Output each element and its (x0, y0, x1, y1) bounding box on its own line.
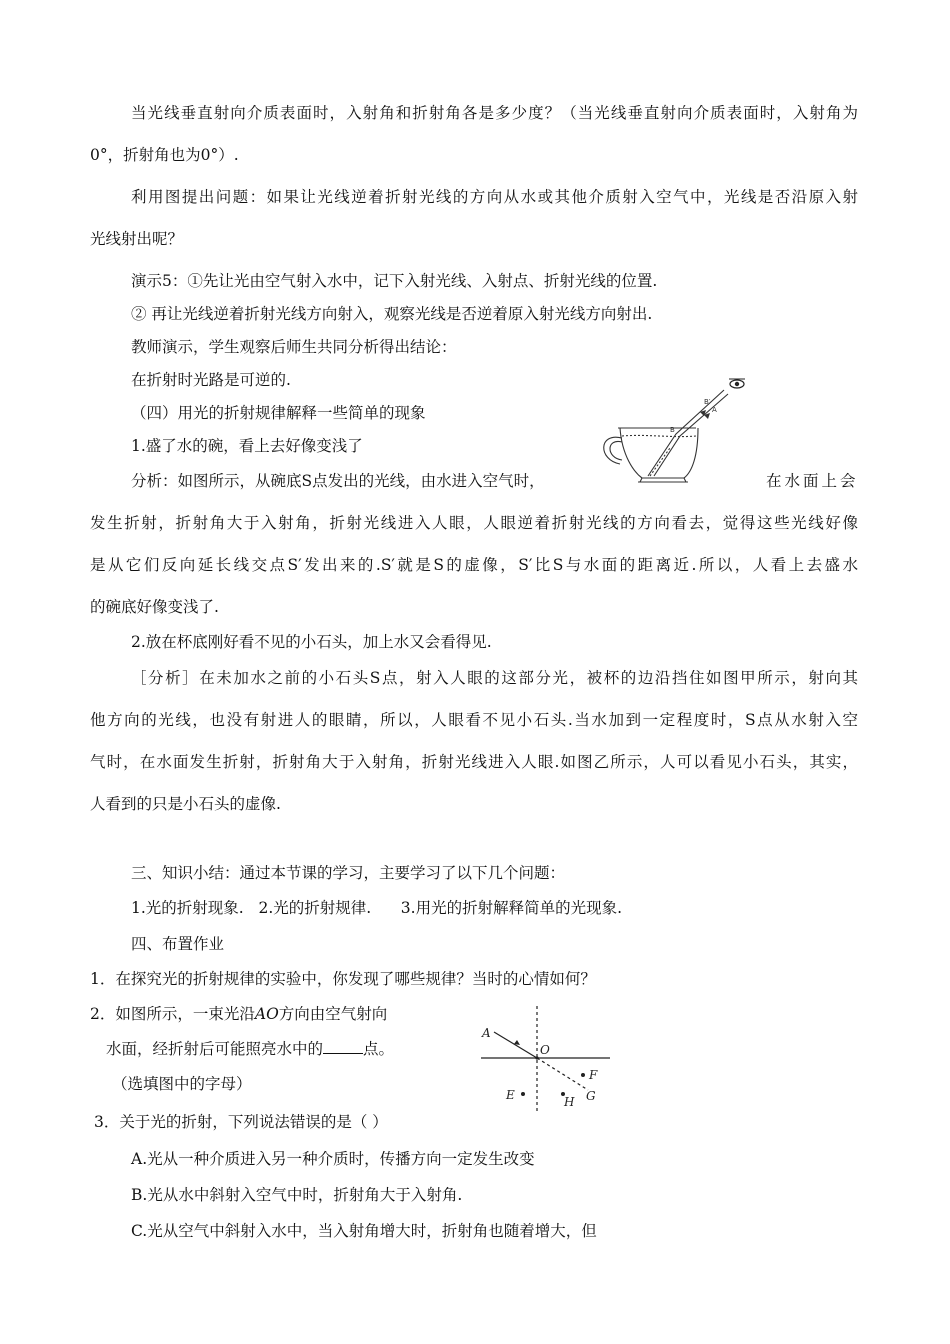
label-a: A (482, 1026, 491, 1040)
summary-list: 1.光的折射现象. 2.光的折射规律. 3.用光的折射解释简单的光现象. (131, 899, 622, 917)
text-span: 点。 (363, 1040, 395, 1058)
section-heading: 三、知识小结：通过本节课的学习，主要学习了以下几个问题： (131, 864, 566, 882)
section-heading: 四、布置作业 (131, 935, 225, 953)
section-heading: （四）用光的折射规律解释一些简单的现象 (131, 404, 426, 422)
demo-step-1: 演示5：①先让光由空气射入水中，记下入射光线、入射点、折射光线的位置. (131, 272, 658, 290)
label-h: H (564, 1095, 575, 1109)
question-2-line-2 (106, 1039, 394, 1059)
svg-text:A: A (712, 406, 717, 414)
question-1: 1．在探究光的折射规律的实验中，你发现了哪些规律？当时的心情如何？ (90, 970, 596, 988)
paragraph-line: 的碗底好像变浅了. (90, 598, 219, 616)
question-2-hint: （选填图中的字母） (112, 1075, 252, 1093)
text-span: 方向由空气射向 (278, 1005, 388, 1023)
bowl-refraction-figure (592, 376, 757, 488)
answer-blank[interactable] (323, 1039, 363, 1054)
text-span: 水面，经折射后可能照亮水中的 (106, 1040, 324, 1058)
paragraph-line: 他方向的光线，也没有射进人的眼睛，所以，人眼看不见小石头.当水加到一定程度时，S点从水射入空 (90, 711, 858, 729)
question-2 (90, 1004, 387, 1024)
paragraph-line: ［分析］在未加水之前的小石头S点，射入人眼的这部分光，被杯的边沿挡住如图甲所示，射向其 (131, 669, 858, 687)
label-f: F (589, 1068, 598, 1082)
paragraph-line: 气时，在水面发生折射，折射角大于入射角，折射光线进入人眼.如图乙所示，人可以看见小石头，其实， (90, 753, 858, 771)
paragraph-line: 教师演示，学生观察后师生共同分析得出结论： (131, 338, 457, 356)
demo-step-2: ② 再让光线逆着折射光线方向射入，观察光线是否逆着原入射光线方向射出. (131, 305, 653, 323)
option-c: C.光从空气中斜射入水中，当入射角增大时，折射角也随着增大，但 (131, 1222, 597, 1240)
paragraph-line: 光线射出呢？ (90, 230, 184, 248)
eye-icon (729, 379, 745, 388)
paragraph-line: 当光线垂直射向介质表面时，入射角和折射角各是多少度？（当光线垂直射向介质表面时，入射角为 (131, 104, 858, 122)
option-b: B.光从水中斜射入空气中时，折射角大于入射角. (131, 1186, 463, 1204)
option-a: A.光从一种介质进入另一种介质时，传播方向一定发生改变 (131, 1150, 535, 1168)
paragraph-line: 分析：如图所示，从碗底S点发出的光线，由水进入空气时， (131, 472, 545, 490)
label-g: G (586, 1089, 596, 1103)
paragraph-line: 利用图提出问题：如果让光线逆着折射光线的方向从水或其他介质射入空气中，光线是否沿原入射 (131, 188, 858, 206)
label-e: E (506, 1088, 515, 1102)
ray-label: AO (254, 1005, 279, 1023)
paragraph-line: 在水面上会 (766, 472, 859, 490)
paragraph-line: 人看到的只是小石头的虚像. (90, 795, 281, 813)
label-o: O (540, 1043, 550, 1057)
question-3: 3．关于光的折射，下列说法错误的是（ ） (94, 1113, 388, 1131)
text-span: 2．如图所示，一束光沿 (90, 1005, 255, 1023)
paragraph-line: 发生折射，折射角大于入射角，折射光线进入人眼，人眼逆着折射光线的方向看去，觉得这些光线好像 (90, 514, 858, 532)
refraction-diagram (476, 1004, 616, 1119)
svg-text:B′: B′ (704, 398, 711, 406)
conclusion: 在折射时光路是可逆的. (131, 371, 291, 389)
paragraph-line: 1.盛了水的碗，看上去好像变浅了 (131, 437, 363, 455)
svg-text:B: B (670, 426, 675, 434)
paragraph-line: 0°，折射角也为0°）. (90, 146, 239, 164)
paragraph-line: 2.放在杯底刚好看不见的小石头，加上水又会看得见. (131, 633, 492, 651)
paragraph-line: 是从它们反向延长线交点S′发出来的.S′就是S的虚像，S′比S与水面的距离近.所以，人看上去盛水 (90, 556, 858, 574)
